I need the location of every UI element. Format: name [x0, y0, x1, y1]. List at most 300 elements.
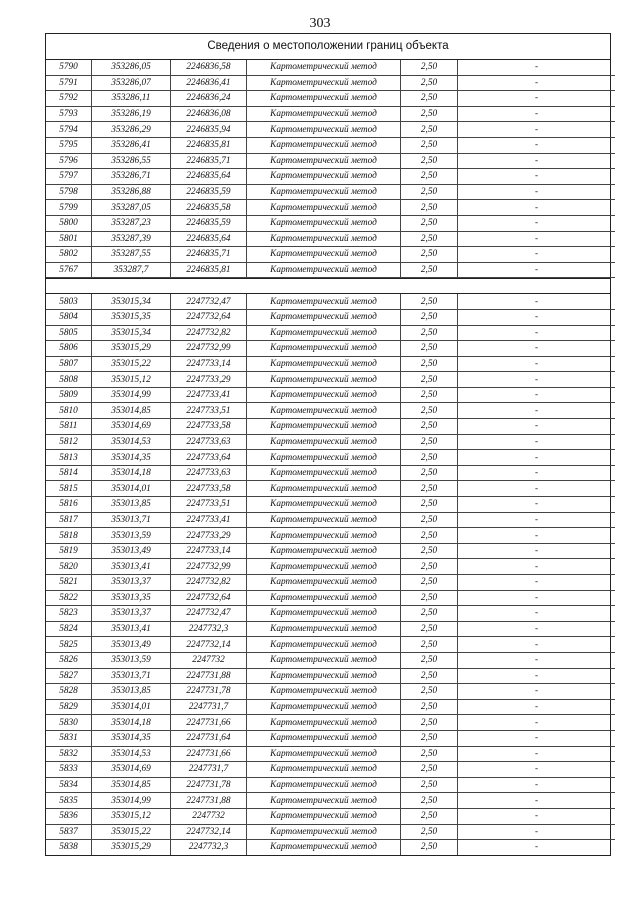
point-number-cell: 5816 — [46, 497, 92, 513]
x-coordinate-cell: 353013,49 — [92, 543, 171, 559]
table-row — [46, 434, 615, 450]
x-coordinate-cell: 353286,29 — [92, 122, 171, 138]
method-cell: Картометрический метод — [247, 106, 401, 122]
accuracy-cell: 2,50 — [401, 730, 458, 746]
table-row — [46, 356, 615, 372]
point-number-cell: 5820 — [46, 559, 92, 575]
y-coordinate-cell: 2247733,29 — [171, 372, 247, 388]
method-cell: Картометрический метод — [247, 200, 401, 216]
point-number-cell: 5813 — [46, 450, 92, 466]
table-row — [46, 60, 615, 75]
table-row — [46, 699, 615, 715]
method-cell: Картометрический метод — [247, 91, 401, 107]
y-coordinate-cell: 2247731,7 — [171, 699, 247, 715]
method-cell: Картометрический метод — [247, 434, 401, 450]
y-coordinate-cell: 2246836,24 — [171, 91, 247, 107]
x-coordinate-cell: 353013,85 — [92, 497, 171, 513]
x-coordinate-cell: 353287,55 — [92, 247, 171, 263]
description-cell: - — [458, 621, 616, 637]
x-coordinate-cell: 353287,7 — [92, 262, 171, 278]
x-coordinate-cell: 353013,37 — [92, 575, 171, 591]
description-cell: - — [458, 309, 616, 325]
description-cell: - — [458, 762, 616, 778]
method-cell: Картометрический метод — [247, 403, 401, 419]
method-cell: Картометрический метод — [247, 543, 401, 559]
y-coordinate-cell: 2247731,64 — [171, 730, 247, 746]
accuracy-cell: 2,50 — [401, 762, 458, 778]
x-coordinate-cell: 353014,85 — [92, 403, 171, 419]
point-number-cell: 5825 — [46, 637, 92, 653]
method-cell: Картометрический метод — [247, 575, 401, 591]
accuracy-cell: 2,50 — [401, 215, 458, 231]
x-coordinate-cell: 353015,12 — [92, 372, 171, 388]
table-row — [46, 106, 615, 122]
method-cell: Картометрический метод — [247, 122, 401, 138]
description-cell: - — [458, 793, 616, 809]
method-cell: Картометрический метод — [247, 652, 401, 668]
table-row — [46, 497, 615, 513]
table-row — [46, 403, 615, 419]
method-cell: Картометрический метод — [247, 309, 401, 325]
table-row — [46, 808, 615, 824]
table-row — [46, 419, 615, 435]
description-cell: - — [458, 824, 616, 840]
x-coordinate-cell: 353015,35 — [92, 309, 171, 325]
x-coordinate-cell: 353015,12 — [92, 808, 171, 824]
x-coordinate-cell: 353287,23 — [92, 215, 171, 231]
accuracy-cell: 2,50 — [401, 481, 458, 497]
accuracy-cell: 2,50 — [401, 262, 458, 278]
accuracy-cell: 2,50 — [401, 699, 458, 715]
table-row — [46, 824, 615, 840]
accuracy-cell: 2,50 — [401, 668, 458, 684]
method-cell: Картометрический метод — [247, 668, 401, 684]
description-cell: - — [458, 325, 616, 341]
x-coordinate-cell: 353015,29 — [92, 840, 171, 855]
description-cell: - — [458, 434, 616, 450]
method-cell: Картометрический метод — [247, 762, 401, 778]
description-cell: - — [458, 60, 616, 75]
description-cell: - — [458, 106, 616, 122]
x-coordinate-cell: 353013,71 — [92, 512, 171, 528]
table-row — [46, 512, 615, 528]
description-cell: - — [458, 481, 616, 497]
accuracy-cell: 2,50 — [401, 840, 458, 855]
y-coordinate-cell: 2247733,41 — [171, 512, 247, 528]
table-row — [46, 575, 615, 591]
y-coordinate-cell: 2247732,47 — [171, 294, 247, 309]
method-cell: Картометрический метод — [247, 184, 401, 200]
description-cell: - — [458, 450, 616, 466]
point-number-cell: 5834 — [46, 777, 92, 793]
method-cell: Картометрический метод — [247, 215, 401, 231]
method-cell: Картометрический метод — [247, 730, 401, 746]
table-row — [46, 730, 615, 746]
table-row — [46, 122, 615, 138]
y-coordinate-cell: 2247733,14 — [171, 356, 247, 372]
description-cell: - — [458, 684, 616, 700]
method-cell: Картометрический метод — [247, 372, 401, 388]
table-row — [46, 325, 615, 341]
point-number-cell: 5801 — [46, 231, 92, 247]
x-coordinate-cell: 353286,07 — [92, 75, 171, 91]
x-coordinate-cell: 353013,59 — [92, 528, 171, 544]
method-cell: Картометрический метод — [247, 559, 401, 575]
point-number-cell: 5794 — [46, 122, 92, 138]
y-coordinate-cell: 2246835,81 — [171, 262, 247, 278]
y-coordinate-cell: 2247732 — [171, 652, 247, 668]
point-number-cell: 5811 — [46, 419, 92, 435]
x-coordinate-cell: 353286,11 — [92, 91, 171, 107]
description-cell: - — [458, 356, 616, 372]
description-cell: - — [458, 91, 616, 107]
table-row — [46, 652, 615, 668]
method-cell: Картометрический метод — [247, 824, 401, 840]
description-cell: - — [458, 122, 616, 138]
y-coordinate-cell: 2247731,88 — [171, 668, 247, 684]
description-cell: - — [458, 341, 616, 357]
description-cell: - — [458, 200, 616, 216]
description-cell: - — [458, 637, 616, 653]
description-cell: - — [458, 372, 616, 388]
method-cell: Картометрический метод — [247, 715, 401, 731]
y-coordinate-cell: 2246836,41 — [171, 75, 247, 91]
table-row — [46, 309, 615, 325]
description-cell: - — [458, 590, 616, 606]
accuracy-cell: 2,50 — [401, 575, 458, 591]
method-cell: Картометрический метод — [247, 699, 401, 715]
y-coordinate-cell: 2247731,66 — [171, 746, 247, 762]
table-row — [46, 387, 615, 403]
x-coordinate-cell: 353013,35 — [92, 590, 171, 606]
method-cell: Картометрический метод — [247, 60, 401, 75]
method-cell: Картометрический метод — [247, 419, 401, 435]
method-cell: Картометрический метод — [247, 169, 401, 185]
method-cell: Картометрический метод — [247, 356, 401, 372]
table-row — [46, 184, 615, 200]
point-number-cell: 5796 — [46, 153, 92, 169]
table-title: Сведения о местоположении границ объекта — [46, 34, 610, 60]
point-number-cell: 5819 — [46, 543, 92, 559]
description-cell: - — [458, 387, 616, 403]
y-coordinate-cell: 2247732,3 — [171, 840, 247, 855]
table-row — [46, 684, 615, 700]
point-number-cell: 5793 — [46, 106, 92, 122]
table-row — [46, 777, 615, 793]
description-cell: - — [458, 559, 616, 575]
method-cell: Картометрический метод — [247, 481, 401, 497]
point-number-cell: 5815 — [46, 481, 92, 497]
x-coordinate-cell: 353014,85 — [92, 777, 171, 793]
method-cell: Картометрический метод — [247, 387, 401, 403]
points-table-block — [46, 60, 615, 278]
accuracy-cell: 2,50 — [401, 122, 458, 138]
x-coordinate-cell: 353014,01 — [92, 481, 171, 497]
y-coordinate-cell: 2247732,64 — [171, 309, 247, 325]
table-row — [46, 715, 615, 731]
accuracy-cell: 2,50 — [401, 777, 458, 793]
method-cell: Картометрический метод — [247, 512, 401, 528]
method-cell: Картометрический метод — [247, 590, 401, 606]
accuracy-cell: 2,50 — [401, 356, 458, 372]
method-cell: Картометрический метод — [247, 465, 401, 481]
y-coordinate-cell: 2247733,63 — [171, 434, 247, 450]
y-coordinate-cell: 2247731,78 — [171, 684, 247, 700]
method-cell: Картометрический метод — [247, 153, 401, 169]
description-cell: - — [458, 75, 616, 91]
accuracy-cell: 2,50 — [401, 652, 458, 668]
method-cell: Картометрический метод — [247, 325, 401, 341]
accuracy-cell: 2,50 — [401, 247, 458, 263]
method-cell: Картометрический метод — [247, 621, 401, 637]
boundary-points-tables — [46, 60, 610, 855]
point-number-cell: 5791 — [46, 75, 92, 91]
method-cell: Картометрический метод — [247, 777, 401, 793]
y-coordinate-cell: 2246835,71 — [171, 247, 247, 263]
point-number-cell: 5817 — [46, 512, 92, 528]
description-cell: - — [458, 715, 616, 731]
y-coordinate-cell: 2246835,58 — [171, 200, 247, 216]
accuracy-cell: 2,50 — [401, 137, 458, 153]
method-cell: Картометрический метод — [247, 840, 401, 855]
point-number-cell: 5822 — [46, 590, 92, 606]
x-coordinate-cell: 353014,01 — [92, 699, 171, 715]
method-cell: Картометрический метод — [247, 294, 401, 309]
accuracy-cell: 2,50 — [401, 559, 458, 575]
table-row — [46, 637, 615, 653]
point-number-cell: 5790 — [46, 60, 92, 75]
accuracy-cell: 2,50 — [401, 434, 458, 450]
table-row — [46, 169, 615, 185]
y-coordinate-cell: 2246835,64 — [171, 231, 247, 247]
accuracy-cell: 2,50 — [401, 309, 458, 325]
y-coordinate-cell: 2247733,41 — [171, 387, 247, 403]
description-cell: - — [458, 543, 616, 559]
x-coordinate-cell: 353286,19 — [92, 106, 171, 122]
table-row — [46, 153, 615, 169]
accuracy-cell: 2,50 — [401, 60, 458, 75]
point-number-cell: 5838 — [46, 840, 92, 855]
accuracy-cell: 2,50 — [401, 419, 458, 435]
table-row — [46, 262, 615, 278]
y-coordinate-cell: 2247732 — [171, 808, 247, 824]
accuracy-cell: 2,50 — [401, 91, 458, 107]
y-coordinate-cell: 2247732,14 — [171, 637, 247, 653]
point-number-cell: 5795 — [46, 137, 92, 153]
x-coordinate-cell: 353014,69 — [92, 419, 171, 435]
point-number-cell: 5804 — [46, 309, 92, 325]
table-row — [46, 200, 615, 216]
point-number-cell: 5808 — [46, 372, 92, 388]
method-cell: Картометрический метод — [247, 637, 401, 653]
y-coordinate-cell: 2246835,94 — [171, 122, 247, 138]
x-coordinate-cell: 353015,22 — [92, 824, 171, 840]
description-cell: - — [458, 528, 616, 544]
accuracy-cell: 2,50 — [401, 387, 458, 403]
x-coordinate-cell: 353014,35 — [92, 730, 171, 746]
y-coordinate-cell: 2247733,29 — [171, 528, 247, 544]
table-row — [46, 481, 615, 497]
table-row — [46, 528, 615, 544]
description-cell: - — [458, 169, 616, 185]
description-cell: - — [458, 153, 616, 169]
accuracy-cell: 2,50 — [401, 372, 458, 388]
point-number-cell: 5802 — [46, 247, 92, 263]
table-row — [46, 247, 615, 263]
boundary-table-frame — [45, 33, 611, 856]
description-cell: - — [458, 652, 616, 668]
accuracy-cell: 2,50 — [401, 169, 458, 185]
method-cell: Картометрический метод — [247, 808, 401, 824]
method-cell: Картометрический метод — [247, 262, 401, 278]
method-cell: Картометрический метод — [247, 684, 401, 700]
description-cell: - — [458, 262, 616, 278]
accuracy-cell: 2,50 — [401, 543, 458, 559]
point-number-cell: 5828 — [46, 684, 92, 700]
description-cell: - — [458, 215, 616, 231]
x-coordinate-cell: 353286,41 — [92, 137, 171, 153]
x-coordinate-cell: 353013,49 — [92, 637, 171, 653]
accuracy-cell: 2,50 — [401, 294, 458, 309]
description-cell: - — [458, 699, 616, 715]
accuracy-cell: 2,50 — [401, 746, 458, 762]
table-row — [46, 559, 615, 575]
y-coordinate-cell: 2246835,71 — [171, 153, 247, 169]
method-cell: Картометрический метод — [247, 247, 401, 263]
point-number-cell: 5799 — [46, 200, 92, 216]
x-coordinate-cell: 353014,18 — [92, 465, 171, 481]
accuracy-cell: 2,50 — [401, 497, 458, 513]
y-coordinate-cell: 2247732,82 — [171, 575, 247, 591]
accuracy-cell: 2,50 — [401, 403, 458, 419]
table-row — [46, 590, 615, 606]
method-cell: Картометрический метод — [247, 231, 401, 247]
description-cell: - — [458, 808, 616, 824]
x-coordinate-cell: 353287,39 — [92, 231, 171, 247]
description-cell: - — [458, 840, 616, 855]
method-cell: Картометрический метод — [247, 606, 401, 622]
accuracy-cell: 2,50 — [401, 606, 458, 622]
table-row — [46, 231, 615, 247]
description-cell: - — [458, 184, 616, 200]
point-number-cell: 5837 — [46, 824, 92, 840]
y-coordinate-cell: 2246835,81 — [171, 137, 247, 153]
x-coordinate-cell: 353286,88 — [92, 184, 171, 200]
point-number-cell: 5826 — [46, 652, 92, 668]
point-number-cell: 5800 — [46, 215, 92, 231]
y-coordinate-cell: 2247733,63 — [171, 465, 247, 481]
description-cell: - — [458, 512, 616, 528]
x-coordinate-cell: 353014,35 — [92, 450, 171, 466]
point-number-cell: 5833 — [46, 762, 92, 778]
y-coordinate-cell: 2247733,51 — [171, 497, 247, 513]
x-coordinate-cell: 353286,71 — [92, 169, 171, 185]
description-cell: - — [458, 575, 616, 591]
point-number-cell: 5831 — [46, 730, 92, 746]
description-cell: - — [458, 403, 616, 419]
x-coordinate-cell: 353013,71 — [92, 668, 171, 684]
table-separator — [46, 278, 610, 294]
page-number: 303 — [309, 16, 331, 31]
x-coordinate-cell: 353014,53 — [92, 746, 171, 762]
point-number-cell: 5830 — [46, 715, 92, 731]
accuracy-cell: 2,50 — [401, 325, 458, 341]
accuracy-cell: 2,50 — [401, 793, 458, 809]
accuracy-cell: 2,50 — [401, 75, 458, 91]
accuracy-cell: 2,50 — [401, 450, 458, 466]
method-cell: Картометрический метод — [247, 341, 401, 357]
point-number-cell: 5797 — [46, 169, 92, 185]
y-coordinate-cell: 2247732,64 — [171, 590, 247, 606]
points-table-block — [46, 294, 615, 854]
x-coordinate-cell: 353014,69 — [92, 762, 171, 778]
method-cell: Картометрический метод — [247, 746, 401, 762]
accuracy-cell: 2,50 — [401, 465, 458, 481]
point-number-cell: 5798 — [46, 184, 92, 200]
accuracy-cell: 2,50 — [401, 808, 458, 824]
table-row — [46, 668, 615, 684]
table-row — [46, 762, 615, 778]
x-coordinate-cell: 353286,55 — [92, 153, 171, 169]
y-coordinate-cell: 2247733,14 — [171, 543, 247, 559]
description-cell: - — [458, 231, 616, 247]
y-coordinate-cell: 2247731,78 — [171, 777, 247, 793]
table-row — [46, 793, 615, 809]
x-coordinate-cell: 353013,59 — [92, 652, 171, 668]
point-number-cell: 5812 — [46, 434, 92, 450]
y-coordinate-cell: 2247732,14 — [171, 824, 247, 840]
description-cell: - — [458, 294, 616, 309]
x-coordinate-cell: 353013,37 — [92, 606, 171, 622]
point-number-cell: 5803 — [46, 294, 92, 309]
y-coordinate-cell: 2247733,64 — [171, 450, 247, 466]
accuracy-cell: 2,50 — [401, 341, 458, 357]
description-cell: - — [458, 668, 616, 684]
y-coordinate-cell: 2247731,66 — [171, 715, 247, 731]
method-cell: Картометрический метод — [247, 528, 401, 544]
accuracy-cell: 2,50 — [401, 512, 458, 528]
point-number-cell: 5805 — [46, 325, 92, 341]
point-number-cell: 5824 — [46, 621, 92, 637]
y-coordinate-cell: 2246835,64 — [171, 169, 247, 185]
description-cell: - — [458, 465, 616, 481]
table-row — [46, 746, 615, 762]
point-number-cell: 5767 — [46, 262, 92, 278]
accuracy-cell: 2,50 — [401, 184, 458, 200]
accuracy-cell: 2,50 — [401, 824, 458, 840]
point-number-cell: 5807 — [46, 356, 92, 372]
x-coordinate-cell: 353014,53 — [92, 434, 171, 450]
method-cell: Картометрический метод — [247, 450, 401, 466]
y-coordinate-cell: 2247731,7 — [171, 762, 247, 778]
method-cell: Картометрический метод — [247, 137, 401, 153]
table-row — [46, 465, 615, 481]
x-coordinate-cell: 353014,99 — [92, 387, 171, 403]
y-coordinate-cell: 2247733,51 — [171, 403, 247, 419]
x-coordinate-cell: 353013,85 — [92, 684, 171, 700]
accuracy-cell: 2,50 — [401, 231, 458, 247]
point-number-cell: 5792 — [46, 91, 92, 107]
point-number-cell: 5809 — [46, 387, 92, 403]
y-coordinate-cell: 2246836,08 — [171, 106, 247, 122]
accuracy-cell: 2,50 — [401, 106, 458, 122]
method-cell: Картометрический метод — [247, 793, 401, 809]
point-number-cell: 5827 — [46, 668, 92, 684]
accuracy-cell: 2,50 — [401, 684, 458, 700]
y-coordinate-cell: 2247733,58 — [171, 419, 247, 435]
description-cell: - — [458, 419, 616, 435]
table-row — [46, 91, 615, 107]
